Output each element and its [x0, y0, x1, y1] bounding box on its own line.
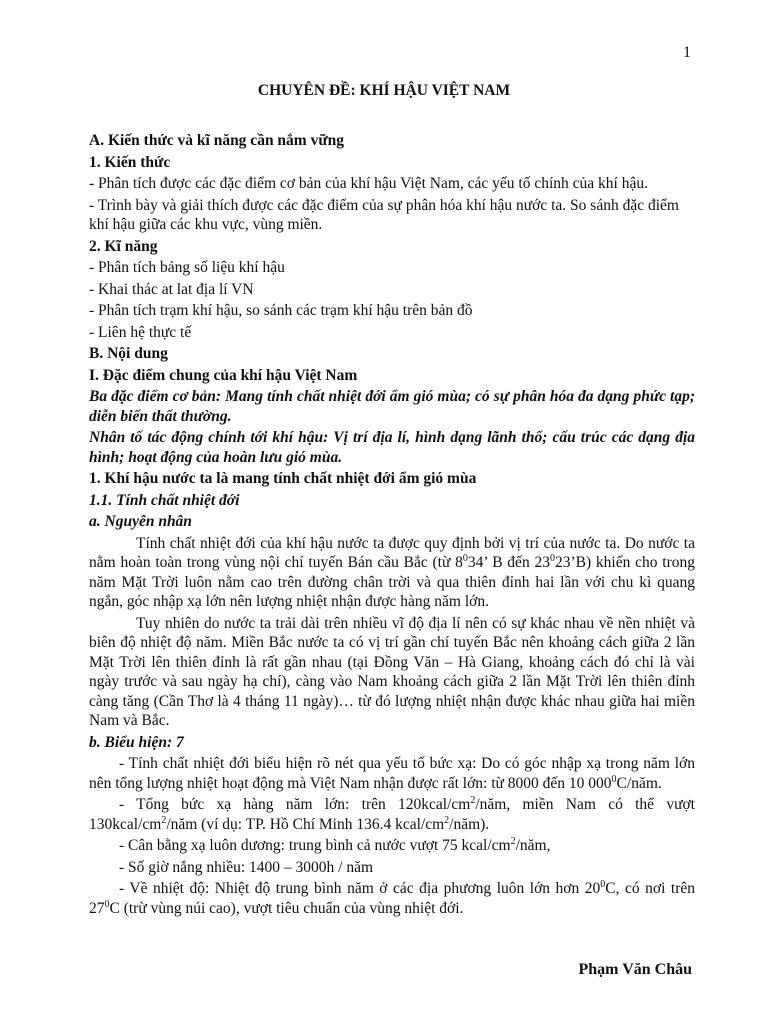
skill-item: - Liên hệ thực tế	[89, 323, 192, 341]
skill-item: - Phân tích trạm khí hậu, so sánh các trạm khí hậu trên bản đồ	[89, 302, 473, 319]
basic-features-paragraph: Ba đặc điểm cơ bản: Mang tính chất nhiệt đới ẩm gió mùa; có sự phân hóa đa dạng phức tạp; diễn biến thất thường.	[89, 388, 695, 425]
point-subheading: 1.1. Tính chất nhiệt đới	[89, 491, 240, 509]
document-body	[89, 131, 695, 918]
cause-paragraph: Tính chất nhiệt đới của khí hậu nước ta được quy định bởi vị trí của nước ta. Do nước ta nằm hoàn toàn trong vùng nội chí tuyến Bán cầu Bắc (từ $8^034$’ B đến $23^023’B$) khiến cho trong năm Mặt Trời luôn nằm cao trên đường chân trời và qua thiên đỉnh hai lần với chu kì quang ngắn, góc nhập xạ lớn nên lượng nhiệt nhận được hàng năm lớn.	[89, 534, 695, 610]
section-b-heading: B. Nội dung	[89, 345, 168, 362]
skill-item: - Phân tích bảng số liệu khí hậu	[89, 259, 285, 276]
expression-item: - Cân bằng xạ luôn dương: trung bình cả nước vượt 75 kcal/$cm^2$/năm,	[119, 835, 551, 854]
section-a-heading: A. Kiến thức và kĩ năng cần nắm vững	[89, 132, 345, 149]
cause-heading: a. Nguyên nhân	[89, 513, 192, 530]
author-name: Phạm Văn Châu	[578, 961, 692, 978]
skills-heading: 2. Kĩ năng	[89, 237, 158, 255]
cause-paragraph: Tuy nhiên do nước ta trải dài trên nhiều vĩ độ địa lí nên có sự khác nhau về nền nhiệt và biên độ nhiệt độ năm. Miền Bắc nước ta có vị trí gần chí tuyến Bắc nên khoảng cách giữa 2 lần Mặt Trời lên thiên đỉnh là rất gần nhau (tại Đồng Văn – Hà Giang, khoảng cách đó chỉ là vài ngày trước và sau ngày hạ chí), càng vào Nam khoảng cách giữa 2 lần Mặt Trời lên thiên đỉnh càng tăng (Cần Thơ là 4 tháng 11 ngày)… từ đó lượng nhiệt nhận được khác nhau giữa hai miền Nam và Bắc.	[89, 614, 695, 729]
knowledge-item: - Phân tích được các đặc điểm cơ bản của khí hậu Việt Nam, các yếu tố chính của khí hậu.	[89, 175, 648, 192]
expression-item: - Số giờ nắng nhiều: 1400 – 3000h / năm	[119, 858, 374, 876]
subsection-heading: I. Đặc điểm chung của khí hậu Việt Nam	[89, 366, 358, 384]
factors-paragraph: Nhân tố tác động chính tới khí hậu: Vị trí địa lí, hình dạng lãnh thổ; cấu trúc các dạng địa hình; hoạt động của hoàn lưu gió mùa.	[89, 429, 695, 466]
page-number: 1	[683, 44, 691, 61]
document-title: CHUYÊN ĐỀ: KHÍ HẬU VIỆT NAM	[257, 82, 511, 99]
knowledge-item: - Trình bày và giải thích được các đặc điểm của sự phân hóa khí hậu nước ta. So sánh đặc điểm khí hậu giữa các khu vực, vùng miền.	[89, 196, 679, 233]
expression-item: - Tính chất nhiệt đới biểu hiện rõ nét qua yếu tố bức xạ: Do có góc nhập xạ trong năm lớn nên tổng lượng nhiệt hoạt động mà Việt Nam nhận được rất lớn: từ 8000 đến 10 $000^0C$/năm.	[89, 755, 695, 792]
expression-heading: b. Biểu hiện: 7	[89, 733, 184, 751]
expression-item: - Về nhiệt độ: Nhiệt độ trung bình năm ở các địa phương luôn lớn hơn $20^0C$, có nơi trên $27^0C$ (trừ vùng núi cao), vượt tiêu chuẩn của vùng nhiệt đới.	[89, 878, 695, 917]
skill-item: - Khai thác at lat địa lí VN	[89, 280, 254, 298]
knowledge-heading: 1. Kiến thức	[89, 153, 171, 171]
point-heading: 1. Khí hậu nước ta là mang tính chất nhiệt đới ẩm gió mùa	[89, 470, 477, 487]
expression-item: - Tổng bức xạ hàng năm lớn: trên $120kcal/cm^2$/năm, miền Nam có thể vượt $130kcal/cm^2$/năm (ví dụ: TP. Hồ Chí Minh 136.4 kcal/$cm^2/năm$).	[89, 794, 695, 833]
